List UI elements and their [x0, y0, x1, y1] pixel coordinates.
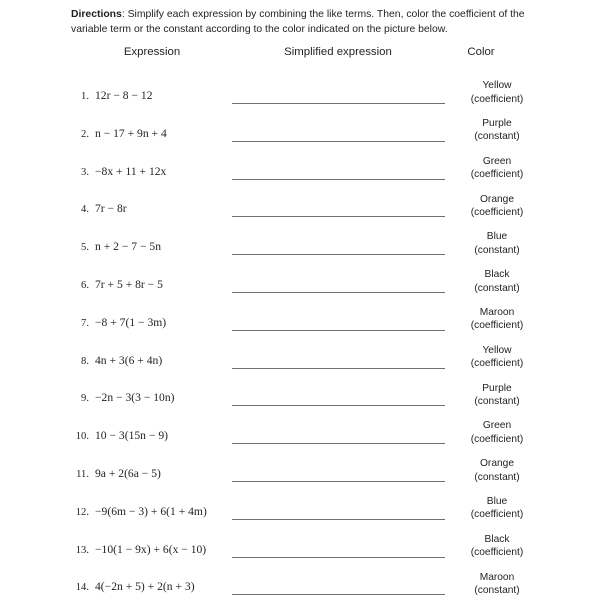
problem-row	[0, 331, 600, 369]
color-cell	[447, 344, 547, 371]
color-cell	[447, 117, 547, 144]
color-cell	[447, 533, 547, 560]
problem-expression: n − 17 + 9n + 4	[95, 126, 167, 140]
problem-number: 14.	[75, 582, 89, 594]
color-cell	[447, 155, 547, 182]
problem-expression: 4(−2n + 5) + 2(n + 3)	[95, 580, 195, 594]
problem-number: 10.	[75, 431, 89, 443]
problem-expression: 4n + 3(6 + 4n)	[95, 353, 163, 367]
problem-row	[0, 482, 600, 520]
problem-number: 13.	[75, 544, 89, 556]
color-term-kind: (coefficient)	[470, 169, 524, 181]
color-cell	[447, 457, 547, 484]
color-term-kind: (coefficient)	[470, 206, 524, 218]
problem-row	[0, 406, 600, 444]
header-color: Color	[467, 46, 495, 58]
color-name: Purple	[482, 382, 512, 394]
problem-number: 9.	[81, 393, 89, 405]
problem-row	[0, 293, 600, 331]
problem-row	[0, 180, 600, 218]
color-name: Maroon	[479, 571, 515, 583]
problem-number: 6.	[81, 279, 89, 291]
problem-row	[0, 369, 600, 407]
problem-row	[0, 520, 600, 558]
color-term-kind: (coefficient)	[470, 547, 524, 559]
color-cell	[447, 306, 547, 333]
color-cell	[447, 382, 547, 409]
color-name: Black	[484, 533, 510, 545]
color-name: Orange	[480, 193, 514, 205]
color-name: Yellow	[482, 80, 512, 92]
problem-number: 5.	[81, 242, 89, 254]
problem-expression: 12r − 8 − 12	[95, 88, 153, 102]
color-term-kind: (coefficient)	[470, 433, 524, 445]
problem-expression: 10 − 3(15n − 9)	[95, 429, 168, 443]
problem-expression: −8 + 7(1 − 3m)	[95, 315, 167, 329]
color-term-kind: (constant)	[474, 244, 520, 256]
color-name: Green	[482, 420, 512, 432]
problem-expression: 7r − 8r	[95, 202, 127, 216]
problem-row	[0, 444, 600, 482]
problem-expression: n + 2 − 7 − 5n	[95, 240, 161, 254]
directions-label: Directions	[71, 9, 122, 20]
color-name: Black	[484, 269, 510, 281]
color-term-kind: (coefficient)	[470, 320, 524, 332]
problem-row	[0, 558, 600, 596]
problem-number: 2.	[81, 128, 89, 140]
problem-expression: −2n − 3(3 − 10n)	[95, 391, 175, 405]
color-term-kind: (constant)	[474, 395, 520, 407]
problem-row	[0, 66, 600, 104]
problem-row	[0, 217, 600, 255]
color-term-kind: (constant)	[474, 471, 520, 483]
problem-number: 1.	[81, 90, 89, 102]
color-cell	[447, 571, 547, 598]
color-term-kind: (coefficient)	[470, 509, 524, 521]
directions-text: Simplify each expression by combining the like terms. Then, color the coefficient of the variable term or the constant according to the color indicated on the picture below.	[71, 9, 525, 36]
problem-row	[0, 255, 600, 293]
color-name: Blue	[486, 231, 508, 243]
directions-separator: :	[121, 9, 128, 20]
problem-number: 4.	[81, 204, 89, 216]
problem-number: 12.	[75, 506, 89, 518]
problem-expression: −9(6m − 3) + 6(1 + 4m)	[95, 504, 207, 518]
problem-row	[0, 104, 600, 142]
simplified-expression-answer-line[interactable]	[232, 594, 445, 595]
color-cell	[447, 495, 547, 522]
problem-expression: −10(1 − 9x) + 6(x − 10)	[95, 542, 207, 556]
color-cell	[447, 79, 547, 106]
color-name: Blue	[486, 495, 508, 507]
problem-row	[0, 142, 600, 180]
color-name: Orange	[480, 458, 514, 470]
color-term-kind: (coefficient)	[470, 358, 524, 370]
color-name: Yellow	[482, 344, 512, 356]
color-name: Purple	[482, 117, 512, 129]
color-term-kind: (constant)	[474, 584, 520, 596]
color-cell	[447, 230, 547, 257]
color-name: Maroon	[479, 306, 515, 318]
problem-number: 11.	[76, 468, 89, 480]
problem-number: 3.	[81, 166, 89, 178]
color-name: Green	[482, 155, 512, 167]
problem-expression: −8x + 11 + 12x	[95, 164, 167, 178]
header-simplified-expression: Simplified expression	[284, 46, 392, 58]
color-term-kind: (constant)	[474, 131, 520, 143]
color-cell	[447, 268, 547, 295]
problem-number: 7.	[81, 317, 89, 329]
header-expression: Expression	[123, 46, 181, 58]
color-cell	[447, 193, 547, 220]
problem-expression: 9a + 2(6a − 5)	[95, 466, 161, 480]
color-cell	[447, 419, 547, 446]
color-term-kind: (coefficient)	[470, 93, 524, 105]
problem-expression: 7r + 5 + 8r − 5	[95, 277, 163, 291]
color-term-kind: (constant)	[474, 282, 520, 294]
problem-number: 8.	[81, 355, 89, 367]
